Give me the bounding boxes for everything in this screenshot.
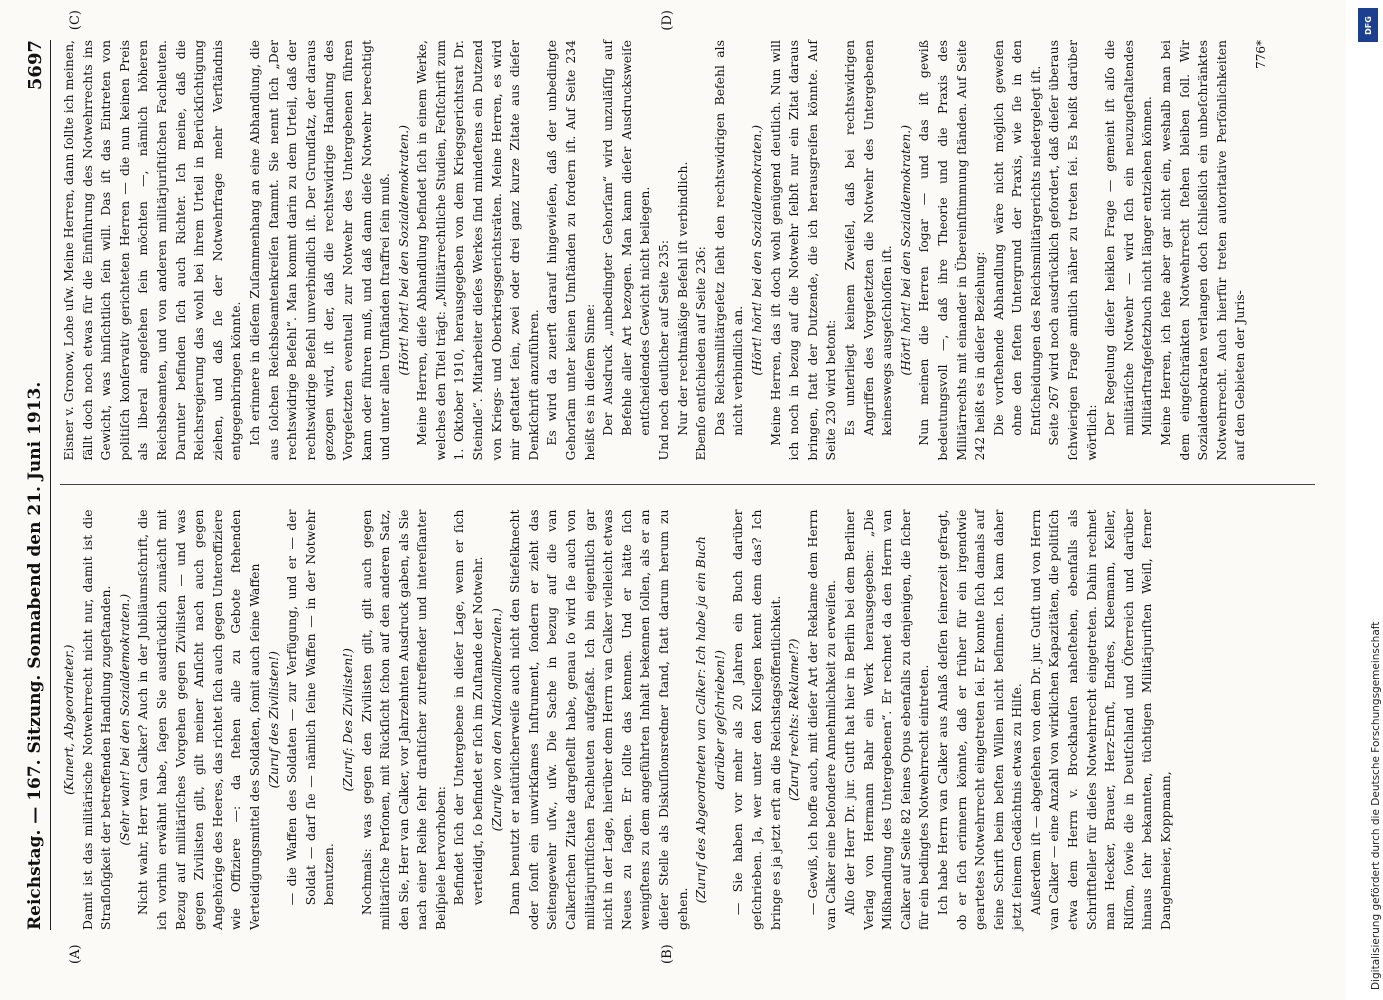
left-paragraph: — Sie haben vor mehr als 20 Jahren ein Buch darüber geſchrieben. Ja, wer unter den Kollegen kennt denn das? Ich bringe es ja jetzt erſt an die Reichstagsöffentlichkeit. (730, 509, 783, 930)
right-paragraph: Meine Herren, ich ſehe aber gar nicht ein, weshalb man bei dem eingeſchränkten Notwehrrecht ſtehen bleiben ſoll. Wir Sozialdemokraten verlangen doch ſchließlich ein unbeſchränktes Notwehrrecht. Auch hierfür treten autoritative Perſönlichkeiten auf den Gebieten der Juris- (1158, 40, 1248, 461)
right-paragraph: Der Ausdruck „unbedingter Gehorſam“ wird unzuläſſig auf Befehle aller Art bezogen. Man kann dieſer Ausdrucksweiſe entſcheidendes Gewicht nicht beilegen. (600, 40, 653, 436)
left-paragraph: — die Waffen des Soldaten — zur Verfügung, und er — der Soldat — darf ſie — nämlich ſeine Waffen — in der Notwehr benutzen. (284, 509, 337, 906)
margin-marker-a: (A) (68, 944, 83, 964)
right-paragraph: Nun meinen die Herren ſogar — und das iſt gewiß bedeutungsvoll —, daß ihre Theorie und die Praxis des Militärrechts mit einander in Übereinſtimmung ſtänden. Auf Seite 242 heißt es in dieſer Beziehung: (916, 40, 988, 461)
right-paragraph: Und noch deutlicher auf Seite 235: (656, 239, 671, 461)
right-paragraph: (Hört! hört! bei den Sozialdemokraten.) (897, 124, 913, 376)
header-title: Reichstag. — 167. Sitzung. Sonnabend den 21. Juni 1913. (25, 381, 45, 930)
left-column (60, 509, 1315, 964)
right-paragraph: Es wird da zuerſt darauf hingewieſen, daß der unbedingte Gehorſam unter keinen Umſtänden zu fordern iſt. Auf Seite 234 heißt es in dieſem Sinne: (544, 40, 597, 461)
right-paragraph: Meine Herren, dieſe Abhandlung befindet ſich in einem Werke, welches den Titel trägt: „Militärrechtliche Studien, Feſtſchrift zum 1. Oktober 1910, herausgegeben von dem Kriegsgerichtsrat Dr. Steindle“. Mitarbeiter dieſes Werkes ſind mindeſtens ein Dutzend von Kriegs- und Oberkriegsgerichtsräten. Meine Herren, es wird mir geſtattet ſein, zwei oder drei ganz kurze Zitate aus dieſer Denkſchrift anzuführen. (414, 40, 541, 461)
left-paragraph: (Zuruſe von den Nationalliberalen.) (488, 608, 504, 832)
right-paragraph: Ebenſo entſchieden auf Seite 236: (693, 246, 709, 461)
right-paragraph: Eisner v. Gronow, Lohe uſw. Meine Herren, dann ſollte ich meinen, fällt doch noch etwas für die Einführung des Notwehrrechts ins Gewicht, was hinſichtlich ſein will. Das iſt das Eintreten von politiſch konſervativ gerichteten Herren — die nun keinen Preis als liberal angeſehen ſein möchten —, nämlich höheren Reichsbeamten, und von anderen militärjuriſtiſchen Fachleuten. Darunter befinden ſich auch Richter. Ich meine, daß die Reichsregierung das wohl bei ihrem Urteil in Berückſichtigung ziehen, und daß ſie der Notwehrfrage mehr Verſtändnis entgegenbringen könnte. (61, 40, 244, 461)
right-column (60, 10, 1315, 461)
left-paragraph: (Zuruf: Des Zivilisten!) (339, 648, 355, 792)
margin-marker-c: (C) (68, 10, 83, 31)
left-paragraph: — Gewiß, ich hoffe auch, mit dieſer Art der Reklame dem Herrn van Calker eine beſondere Annehmlichkeit zu erweiſen. (804, 509, 839, 930)
left-paragraph: (Kunert, Abgeordneter.) (61, 644, 76, 795)
left-paragraph: Nochmals: was gegen den Zivilisten gilt, gilt auch gegen militäriſche Perſonen, mit Rückſicht ſchon auf den anderen Satz, den Sie, Herr van Calker, vor Jahrzehnten Ausdruck gaben, als Sie nach einer Reihe ſehr draſtiſcher zutreffender und intereſſanter Beiſpiele hervorhoben: (358, 509, 448, 930)
right-paragraph: Meine Herren, das iſt doch wohl genügend deutlich. Nun will ich noch in bezug auf die Notwehr ſelbſt nur ein Zitat daraus bringen, ſtatt der Dutzende, die ich herausgreifen könnte. Auf Seite 230 wird betont: (767, 40, 839, 461)
text-columns (60, 10, 1315, 964)
digitization-credit: Digitalisierung gefördert durch die Deutsche Forschungsgemeinschaft (1370, 621, 1382, 990)
right-paragraph: Die vorſtehende Abhandlung wäre nicht möglich geweſen ohne den feſten Untergrund der Praxis, wie ſie in den Entſcheidungen des Reichsmilitärgerichts niedergelegt iſt. (990, 40, 1043, 436)
left-paragraph: (Zuruf rechts: Reklame!?) (786, 638, 802, 802)
left-paragraph: (Zuruf des Zivilisten!) (265, 651, 281, 789)
right-paragraph: Es unterliegt keinem Zweifel, daß bei rechtswidrigen Angriffen des Vorgeſetzten die Notwehr des Untergebenen keineswegs ausgeſchloſſen iſt. (841, 40, 895, 436)
page-header (20, 40, 51, 930)
left-paragraph: (Sehr wahr! bei den Sozialdemokraten.) (116, 593, 132, 846)
right-paragraph: Seite 267 wird noch ausdrücklich gefordert, daß dieſer überaus ſchwierigen Frage amtlich näher zu treten ſei. Es heißt darüber wörtlich: (1046, 40, 1099, 461)
margin-marker-b: (B) (660, 944, 675, 964)
left-paragraph: Alſo der Herr Dr. jur. Gutſt hat hier in Berlin bei dem Berliner Verlag von Hermann Bahr ein Werk herausgegeben: „Die Mißhandlung des Untergebenen“. Er rechnet da den Herrn van Calker auf Seite 82 ſeines Opus ebenfalls zu denjenigen, die ſicher für ein bedingtes Notwehrrecht eintreten. (841, 509, 932, 930)
right-paragraph: (Hört! hört! bei den Sozialdemokraten.) (748, 124, 764, 376)
left-paragraph: Nicht wahr, Herr van Calker? Auch in der Jubiläumsſchrift, die ich vorhin erwähnt habe, ſagen Sie ausdrücklich zunächſt mit Bezug auf militäriſches Vorgehen gegen Zivilisten — und was gegen Zivilisten gilt, gilt meiner Anſicht nach auch gegen Angehörige des Heeres, das richtet ſich auch gegen Unteroffiziere wie Offiziere —: da ſtehen alle zu Gebote ſtehenden Verteidigungsmittel des Soldaten, ſomit auch ſeine Waffen (135, 509, 262, 930)
right-paragraph: Ich erinnere in dieſem Zuſammenhang an eine Abhandlung, die aus ſolchen Reichsbeamtenkreiſen ſtammt. Sie nennt ſich „Der rechtswidrige Befehl“. Man kommt darin zu dem Urteil, daß der rechtswidrige Befehl unverbindlich iſt. Der Grundſatz, der daraus gezogen wird, iſt der, daß die rechtswidrige Handlung des Vorgeſetzten eventuell zur Notwehr des Untergebenen führen kann oder führen muß, und daß dann dieſe Notwehr berechtigt und unter allen Umſtänden ſtraffrei ſein muß. (246, 40, 393, 461)
left-paragraph: Außerdem iſt — abgeſehen von dem Dr. jur. Gutſt und von Herrn van Calker — eine Anzahl von wirklichen Kapazitäten, die politiſch etwa dem Herrn v. Brockhauſen naheſtehen, ebenfalls als Schriftſteller für dieſes Notwehrrecht eingetreten. Dahin rechnet man Hecker, Brauer, Herz-Ernſt, Endres, Kleemann, Keller, Riſſom, ſowie die in Deutſchland und Öſterreich und darüber hinaus ſehr bekannten, tüchtigen Militärjuriſten Weiſl, ferner Dangelmeier, Koppmann, (1027, 509, 1174, 930)
left-paragraph: Dann benutzt er natürlicherweiſe auch nicht den Stiefelknecht oder ſonſt ein unwirkſames Inſtrument, ſondern er zieht das Seitengewehr uſw., uſw. Die Sache in bezug auf die van Calkerſchen Zitate dargeſtellt habe, genau ſo wird ſie auch von militärjuriſtiſchen Fachleuten aufgefaßt. Ich bin eigentlich gar nicht in der Lage, hierüber dem Herrn van Calker vielleicht etwas Neues zu ſagen. Er ſollte das kennen. Und er hätte ſich wenigſtens zu dem angeführten Inhalt bekennen ſollen, als er an dieſer Stelle als Diskuſſionsredner ſtand, ſtatt darum herum zu gehen. (507, 509, 690, 930)
right-paragraph: Das Reichsmilitärgeſetz ſieht den rechtswidrigen Befehl als nicht verbindlich an. (711, 40, 746, 436)
left-paragraph: Damit ist das militärische Notwehrrecht nicht nur, damit ist die Strafloſigkeit der betreffenden Handlung zugeſtanden. (79, 509, 114, 930)
margin-marker-d: (D) (660, 10, 675, 31)
right-paragraph: Nur der rechtmäßige Befehl iſt verbindlich. (674, 161, 690, 436)
page-signature: 776* (1254, 40, 1268, 69)
right-paragraph: (Hört! hört! bei den Sozialdemokraten.) (395, 124, 411, 376)
left-paragraph: Ich habe Herrn van Calker aus Anlaß deſſen ſeinerzeit gefragt, ob er ſich erinnern könnte, daß er früher für ein irgendwie geartetes Notwehrrecht eingetreten ſei. Er konnte ſich damals auf ſeine Schrift beim beſten Willen nicht beſinnen. Ich kam daher jetzt ſeinem Gedächtnis etwas zu Hilfe. (934, 509, 1025, 930)
left-paragraph: (Zuruf des Abgeordneten van Calker: Ich habe ja ein Buch darüber geſchrieben!) (693, 536, 727, 904)
column-divider (60, 485, 1315, 486)
left-paragraph: Befindet ſich der Untergebene in dieſer Lage, wenn er ſich verteidigt, ſo befindet er ſich im Zuſtande der Notwehr. (451, 509, 486, 906)
dfg-logo: DFG (1358, 8, 1378, 42)
page-number: 5697 (24, 40, 46, 91)
right-paragraph: Der Regelung dieſer heiklen Frage — gemeint iſt alſo die militäriſche Notwehr — wird ſich ein neuzugeſtaltendes Militärſtrafgeſetzbuch nicht länger entziehen können. (1102, 40, 1155, 436)
